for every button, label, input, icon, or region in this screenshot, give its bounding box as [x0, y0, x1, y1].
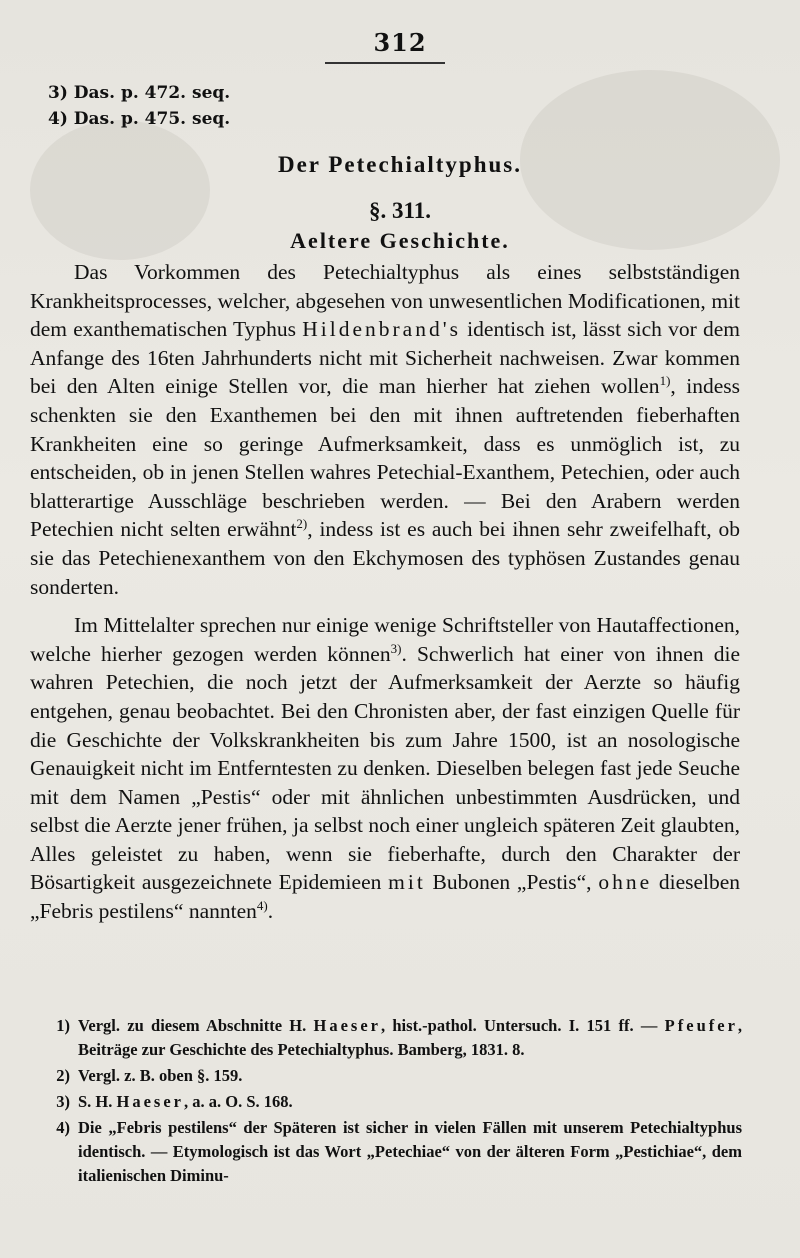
- chapter-title: Der Petechialtyphus.: [277, 152, 522, 177]
- text-run: , Beiträge zur Geschichte des Petechialtyphus. Bamberg, 1831. 8.: [78, 1016, 743, 1059]
- author-name: Haeser: [116, 1092, 184, 1111]
- footnote-text: Vergl. z. B. oben §. 159.: [78, 1066, 243, 1085]
- footnote: [30, 1014, 742, 1062]
- footnote: [30, 1116, 742, 1188]
- emphasis-word: ohne: [598, 870, 653, 895]
- text-run: .: [267, 899, 274, 924]
- text-run: Das Vorkommen des Petechialtyphus als eines selbstständigen Krankheitsprocesses, welcher, abgesehen von unwesentlichen Modificationen, mit dem exanthematischen Typhus: [30, 260, 740, 342]
- footnote-ref: 3): [390, 640, 402, 656]
- footnote: [30, 1090, 742, 1114]
- footnote-number: 4): [56, 1118, 70, 1137]
- footnote-number: 2): [56, 1066, 70, 1085]
- text-run: dieselben „Febris pestilens“ nannten: [30, 870, 741, 924]
- footnotes: [30, 1014, 742, 1190]
- body-text: [30, 258, 740, 926]
- text-run: , indess schenkten sie den Exanthemen bei den mit ihnen auftretenden fieberhaften Krankheiten eine so geringe Aufmerksamkeit, dass es unmöglich ist, zu entscheiden, ob in jenen Stellen wahres Petechial-Exanthem, Petechien, oder auch blatterartige Ausschläge beschrieben werden. — Bei den Arabern werden Petechien nicht selten erwähnt: [30, 374, 741, 542]
- footnote-ref: 2): [296, 516, 308, 532]
- page-number: 312: [373, 28, 427, 57]
- carried-footnotes: [48, 80, 230, 132]
- emphasis-word: mit: [388, 870, 426, 895]
- author-name: Hildenbrand's: [302, 317, 461, 342]
- footnote-number: 1): [56, 1016, 70, 1035]
- text-run: , hist.-pathol. Untersuch. I. 151 ff. —: [381, 1016, 658, 1035]
- section-number: §. 311.: [369, 198, 431, 223]
- footnote-number: 3): [56, 1092, 70, 1111]
- footnote-text: Die „Febris pestilens“ der Späteren ist sicher in vielen Fällen mit unserem Petechialtyphus identisch. — Etymologisch ist das Wort „Petechiae“ von der älteren Form „Pestichiae“, dem italienischen Diminu-: [78, 1118, 742, 1185]
- paragraph-1: [30, 258, 740, 601]
- text-run: , indess ist es auch bei ihnen sehr zweifelhaft, ob sie das Petechienexanthem von den Ekchymosen des typhösen Zustandes genau sonderten.: [30, 517, 740, 599]
- text-run: Vergl. zu diesem Abschnitte H.: [78, 1016, 307, 1035]
- footnote-text: Das. p. 475. seq.: [73, 109, 231, 129]
- footnote-ref: 4): [256, 897, 268, 913]
- carried-footnote: [48, 106, 230, 132]
- footnote-text: [78, 1090, 742, 1114]
- text-run: S. H.: [78, 1092, 113, 1111]
- author-name: Haeser: [313, 1016, 381, 1035]
- footnote-number: 4): [48, 109, 68, 129]
- header-rule: [325, 62, 445, 64]
- text-run: Im Mittelalter sprechen nur einige wenige Schriftsteller von Hautaffectionen, welche hierher gezogen werden können: [30, 613, 740, 666]
- text-run: , a. a. O. S. 168.: [184, 1092, 293, 1111]
- author-name: Pfeufer: [664, 1016, 738, 1035]
- paragraph-2: [30, 611, 740, 926]
- text-run: . Schwerlich hat einer von ihnen die wahren Petechien, die noch jetzt der Aufmerksamkeit der Aerzte so häufig entgehen, genau beobachtet. Bei den Chronisten aber, der fast einzigen Quelle für die Geschichte der Volkskrankheiten bis zum Jahre 1500, ist an nosologische Genauigkeit nicht im Entferntesten zu denken. Dieselben belegen fast jede Seuche mit dem Namen „Pestis“ oder mit ähnlichen unbestimmten Ausdrücken, und selbst die Aerzte jener frühen, ja selbst noch einer ungleich späteren Zeit glaubten, Alles geleistet zu haben, wenn sie fieberhafte, durch den Charakter der Bösartigkeit ausgezeichnete Epidemieen: [30, 641, 740, 895]
- carried-footnote: [48, 80, 230, 106]
- footnote-text: [78, 1014, 742, 1062]
- footnote-ref: 1): [659, 373, 671, 389]
- footnote-text: Das. p. 472. seq.: [73, 83, 231, 103]
- footnote-number: 3): [48, 83, 68, 103]
- text-run: identisch ist, lässt sich vor dem Anfange des 16ten Jahrhunderts nicht mit Sicherheit nachweisen. Zwar kommen bei den Alten einige Stellen vor, die man hierher hat ziehen wollen: [30, 317, 741, 399]
- text-run: Bubonen „Pestis“,: [432, 870, 592, 895]
- section-subtitle: Aeltere Geschichte.: [290, 228, 510, 253]
- footnote: [30, 1064, 742, 1088]
